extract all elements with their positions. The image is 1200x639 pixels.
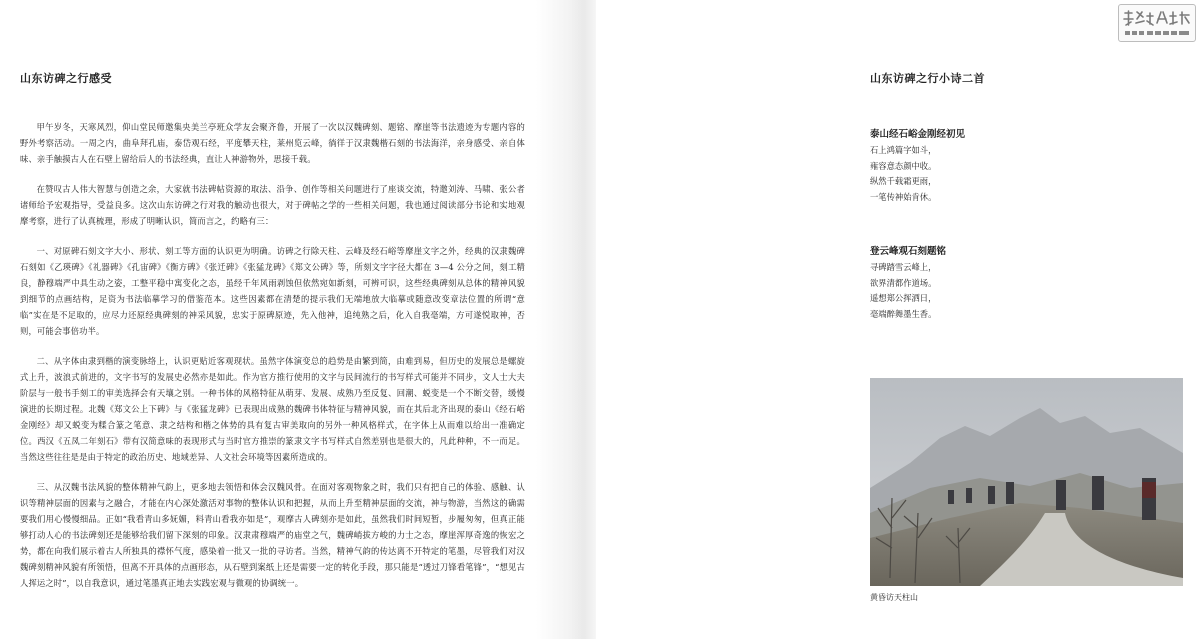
essay-title: 山东访碑之行感受 (20, 72, 112, 85)
essay-paragraph: 三、从汉魏书法风貌的整体精神气韵上，更多地去领悟和体会汉魏风骨。在面对客观物象之时，我们只有把自己的体验、感触、认识等精神层面的因素与之融合，才能在内心深处激活对事物的整体认识和把握，从而上升至精神层面的交流，神与物游，当然这的确需要我们用心慢慢细品。正如“我看青山多妩媚，料青山看我亦如是”，观摩古人碑刻亦是如此，虽然我们时间短暂，步履匆匆，但真正能够打动人心的书法碑刻还是能够给我们留下深刻的印象。汉隶肃穆端严的庙堂之气，魏碑峭拔方峻的力士之态，摩崖浑厚奇逸的恢宏之势，都在向我们展示着古人所独具的襟怀气度，感染着一批又一批的寻访者。当然，精神气韵的传达离不开特定的笔墨，尽管我们对汉魏碑刻精神风貌有所领悟，但离不开具体的点画形态，从石壁到案纸上还是需要一定的转化手段，那只能是“透过刀锋看笔锋”，“想见古人挥运之时”，以自我意识，通过笔墨真正地去实践宏观与微观的协调统一。 (20, 482, 525, 588)
page-fold-shadow (536, 0, 596, 639)
poem-line: 一笔传神始肯休。 (870, 191, 937, 202)
essay-paragraph: 一、对原碑石刻文字大小、形状、刻工等方面的认识更为明确。访碑之行除天柱、云峰及经石峪等摩崖文字之外，经典的汉隶魏碑石刻如《乙瑛碑》《礼器碑》《孔宙碑》《衡方碑》《张迁碑》《张猛龙碑》《郑文公碑》等，所刻文字字径大都在 3—4 公分之间，刻工精良，静穆端严中具生动之姿，工整平稳中寓变化之态，虽经千年风雨剥蚀但依然宛如新刻，可辨可识，这些经典碑刻从总体的精神风貌到细节的点画结构，足资为书法临摹学习的借鉴范本。这些因素都在清楚的提示我们无端地放大临摹或随意改变章法位置的所谓“意临”实在是不足取的，应尽力还原经典碑刻的神采风貌，忠实于原碑原迹，先入他神，追纯熟之后，化入自我毫端，方可遂悦取神，否则，可能会事倍功半。 (20, 246, 525, 336)
photo-caption: 黄昏访天柱山 (870, 593, 918, 602)
essay-paragraph: 二、从字体由隶到楷的演变脉络上，认识更贴近客观现状。虽然字体演变总的趋势是由繁到简，由难到易，但历史的发展总是螺旋式上升，波浪式前进的，文字书写的发展史必然亦是如此。作为官方推行使用的文字与民间流行的书写样式可能并不同步，文人士大夫阶层与一般书手刻工的审美选择会有天壤之别。一种书体的风格特征从萌芽、发展、成熟乃至反复、回潮、蜕变是一个不断交替，缓慢演进的长期过程。北魏《郑文公上下碑》与《张猛龙碑》已表现出成熟的魏碑书体特征与精神风貌，而在其后北齐出现的泰山《经石峪金刚经》却又蜕变为糅合篆之笔意、隶之结构和楷之体势的具有复古审美取向的另外一种风格样式，在字体上从而难以给出一准确定位。西汉《五凤二年刻石》带有汉简意味的表现形式与当时官方推崇的篆隶文字书写样式自然差别也是很大的，凡此种种，不一而足。当然这些往往是是由于特定的政治历史、地域差异、人文社会环境等因素所造成的。 (20, 356, 525, 462)
poem-line: 雍容意态颜中收。 (870, 160, 937, 171)
essay-paragraph: 在赞叹古人伟大智慧与创造之余，大家就书法碑帖资源的取法、沿争、创作等相关问题进行了座谈交流，特邀刘涛、马啸、张公者诸师给予宏观指导，受益良多。这次山东访碑之行对我的触动也很大，对于碑帖之学的一些相关问题，我也通过阅读部分书论和实地观摩考察，进行了认真梳理，形成了明晰认识，简而言之，约略有三： (20, 184, 525, 226)
poem-line: 寻碑踏雪云峰上， (870, 262, 937, 272)
poem-line: 遥想郑公挥洒日， (870, 293, 937, 303)
poems-column (870, 70, 1185, 322)
poem-line: 毫端醉舞墨生香。 (870, 308, 937, 319)
poem-title: 登云峰观石刻题铭 (870, 246, 947, 257)
poem-2 (870, 243, 1185, 322)
essay-body (20, 119, 525, 591)
essay-paragraph: 甲午岁冬，天寒风烈，仰山堂民师邀集央美兰亭班众学友会聚齐鲁，开展了一次以汉魏碑刻、题铭、摩崖等书法遗迹为专题内容的野外考察活动。一周之内，曲阜拜孔庙，泰岱观石经，平度攀天柱，莱州览云峰，徜徉于汉隶魏楷石刻的书法海洋，亲身感受、亲自体味、亲手触摸古人在石壁上留给后人的书法经典，直让人神游物外，思接千载。 (20, 122, 525, 164)
essay-column (20, 70, 525, 605)
poem-line: 纵然千载霜更雨， (870, 176, 937, 186)
poem-1 (870, 126, 1185, 205)
poems-title: 山东访碑之行小诗二首 (870, 72, 985, 85)
mountain-hiking-photo (870, 378, 1183, 586)
poem-line: 欲界清都作道场。 (870, 277, 937, 288)
site-logo (1118, 4, 1196, 42)
poem-title: 泰山经石峪金刚经初见 (870, 129, 966, 140)
poem-line: 石上鸿篇字如斗， (870, 145, 937, 155)
